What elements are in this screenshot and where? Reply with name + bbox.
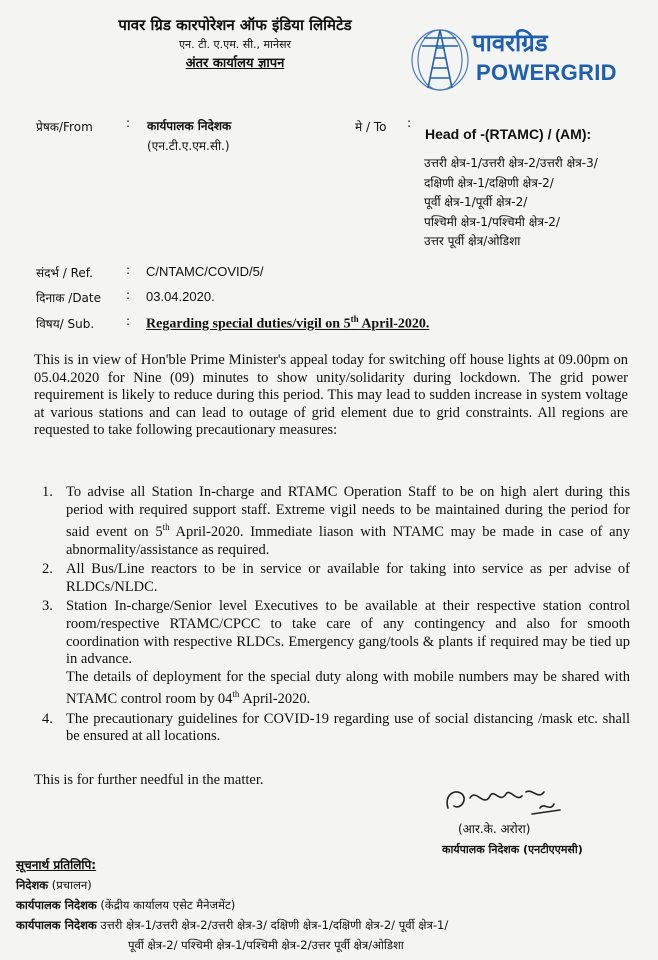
measures-list bbox=[42, 484, 630, 746]
subject-colon: : bbox=[126, 314, 131, 328]
ref-label: संदर्भ / Ref. bbox=[36, 266, 93, 280]
item-text: The precautionary guidelines for COVID-19 regarding use of social distancing /mask etc. shall be ensured at all locations. bbox=[66, 710, 630, 745]
date-colon: : bbox=[126, 288, 131, 302]
to-line: पश्चिमी क्षेत्र-1/पश्चिमी क्षेत्र-2/ bbox=[424, 214, 560, 229]
subject-text: Regarding special duties/vigil on 5 bbox=[146, 316, 351, 332]
ref-colon: : bbox=[126, 263, 131, 277]
item-sup: th bbox=[162, 522, 170, 533]
tower-icon bbox=[410, 24, 470, 92]
to-heading: Head of -(RTAMC) / (AM): bbox=[425, 126, 592, 142]
copy-row bbox=[16, 918, 646, 933]
list-item bbox=[42, 484, 630, 559]
powergrid-logo bbox=[410, 24, 625, 92]
item-extra-sup: th bbox=[232, 689, 240, 700]
item-extra-text: The details of deployment for the special duty along with mobile numbers may be shared with NTAMC control room by 04 bbox=[66, 668, 630, 708]
copy-heading: सूचनार्थ प्रतिलिपि: bbox=[16, 858, 97, 872]
subject-sup: th bbox=[350, 314, 359, 324]
list-item bbox=[42, 561, 630, 596]
copy-row-text: (प्रचालन) bbox=[51, 878, 92, 892]
item-text-end: April-2020. Immediate liason with NTAMC may be made in case of any abnormality/assistance as required. bbox=[66, 524, 631, 558]
subject-label: विषय/ Sub. bbox=[36, 317, 95, 331]
letterhead bbox=[60, 14, 410, 74]
item-text: Station In-charge/Senior level Executives to be available at their respective station control room/respective RTAMC/CPCC to take care of any contingency and also for smooth coordination with respective RLDCs. Emergency gang/tools & plants if required may be tied up in advance. bbox=[66, 598, 630, 668]
item-text: All Bus/Line reactors to be in service or available for taking into service as per advise of RLDCs/NLDC. bbox=[66, 561, 630, 595]
copy-row-label: कार्यपालक निदेशक bbox=[16, 918, 97, 932]
from-line-2: (एन.टी.ए.एम.सी.) bbox=[147, 139, 230, 153]
copy-row-text: (केंद्रीय कार्यालय एसेट मैनेजमेंट) bbox=[100, 898, 236, 912]
item-number: 3. bbox=[42, 598, 53, 615]
item-extra bbox=[66, 669, 630, 709]
subject-text-end: April-2020. bbox=[358, 316, 430, 332]
copy-row-text: उत्तरी क्षेत्र-1/उत्तरी क्षेत्र-2/उत्तरी क्षेत्र-3/ दक्षिणी क्षेत्र-1/दक्षिणी क्षेत्र-2/ पूर्वी क्षेत्र-1/ bbox=[100, 918, 449, 932]
copy-row bbox=[16, 878, 92, 893]
to-colon: : bbox=[407, 116, 412, 130]
from-label: प्रेषक/From bbox=[36, 120, 93, 134]
intro-paragraph: This is in view of Hon'ble Prime Minister's appeal today for switching off house lights at 09.00pm on 05.04.2020 for Nine (09) minutes to show unity/solidarity during lockdown. The grid power requirement is likely to reduce during this period. This may lead to sudden increase in system voltage at various stations and can lead to outage of grid element due to grid constraints. All regions are requested to take following precautionary measures: bbox=[34, 352, 628, 439]
item-text: To advise all Station In-charge and RTAMC Operation Staff to be on high alert during this period with required support staff. Extreme vigil needs to be maintained during the period for said event on 5 bbox=[66, 484, 630, 541]
to-line: पूर्वी क्षेत्र-1/पूर्वी क्षेत्र-2/ bbox=[424, 195, 528, 209]
date-value: 03.04.2020. bbox=[146, 289, 215, 304]
memo-title: अंतर कार्यालय ज्ञापन bbox=[185, 56, 285, 71]
to-label: मे / To bbox=[355, 120, 387, 134]
closing-line: This is for further needful in the matter. bbox=[34, 772, 264, 788]
org-name-hindi: पावर ग्रिड कारपोरेशन ऑफ इंडिया लिमिटेड bbox=[118, 16, 352, 34]
item-number: 1. bbox=[42, 484, 53, 500]
item-extra-end: April-2020. bbox=[239, 691, 311, 708]
to-recipients bbox=[424, 154, 598, 252]
copy-row-label: निदेशक bbox=[16, 878, 49, 892]
item-number: 4. bbox=[42, 710, 53, 727]
item-number: 2. bbox=[42, 561, 53, 578]
from-line-1: कार्यपालक निदेशक bbox=[147, 119, 232, 133]
ref-value: C/NTAMC/COVID/5/ bbox=[146, 264, 264, 279]
list-item bbox=[42, 711, 630, 746]
copy-row-label: कार्यपालक निदेशक bbox=[16, 898, 97, 912]
list-item bbox=[42, 598, 630, 708]
copy-row bbox=[16, 898, 235, 913]
signature-icon bbox=[440, 778, 580, 824]
copy-row-continued: पूर्वी क्षेत्र-2/ पश्चिमी क्षेत्र-1/पश्चिमी क्षेत्र-2/उत्तर पूर्वी क्षेत्र/ओडिशा bbox=[128, 938, 404, 952]
to-line: उत्तर पूर्वी क्षेत्र/ओडिशा bbox=[424, 234, 521, 248]
signatory-name: (आर.के. अरोरा) bbox=[458, 822, 531, 836]
from-colon: : bbox=[126, 116, 131, 130]
to-line: उत्तरी क्षेत्र-1/उत्तरी क्षेत्र-2/उत्तरी क्षेत्र-3/ bbox=[424, 156, 598, 170]
logo-text-english: POWERGRID bbox=[476, 60, 617, 85]
dept-name-hindi: एन. टी. ए.एम. सी., मानेसर bbox=[178, 38, 292, 51]
to-line: दक्षिणी क्षेत्र-1/दक्षिणी क्षेत्र-2/ bbox=[424, 175, 554, 190]
date-label: दिनाक /Date bbox=[36, 291, 102, 305]
subject-value bbox=[146, 314, 429, 333]
signatory-designation: कार्यपालक निदेशक (एनटीएएमसी) bbox=[442, 843, 583, 856]
logo-text-hindi: पावरग्रिड bbox=[472, 29, 548, 57]
